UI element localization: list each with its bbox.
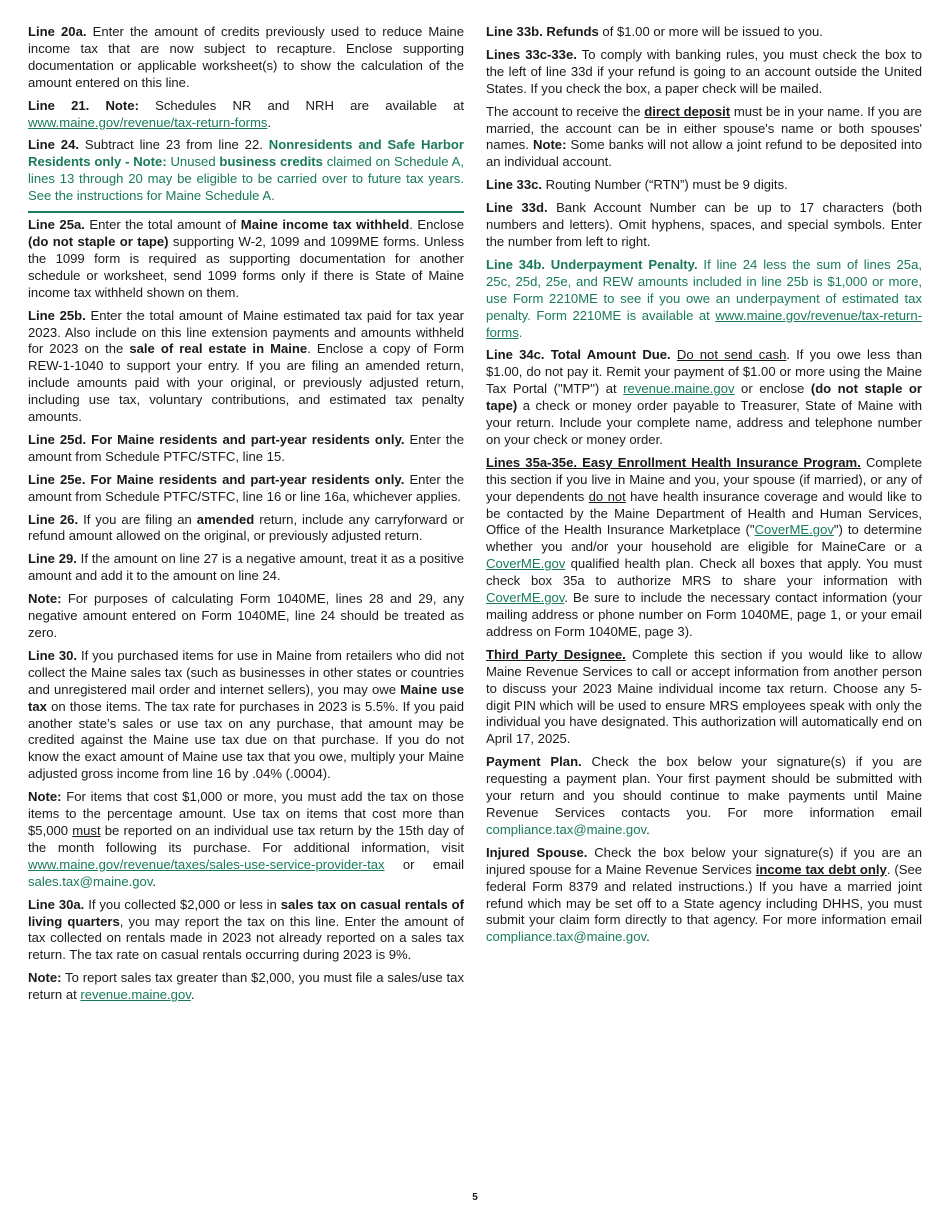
line-25d-paragraph [28,432,464,466]
line-30-paragraph [28,648,464,783]
injured-spouse-bold: income tax debt only [755,861,887,877]
line-29-paragraph [28,551,464,585]
line-30-bold: Maine use tax [28,681,464,714]
deposit-text: The account to receive the [486,103,645,119]
line-24-note-label: Nonresidents and Safe Harbor Residents only - Note: [28,137,464,170]
line-34c-label: Line 34c. Total Amount Due. [486,347,671,363]
note-3-text: To report sales tax greater than $2,000, you must file a sales/use tax return at [28,970,464,1003]
tax-return-forms-link[interactable]: www.maine.gov/revenue/tax-return-forms [28,114,268,130]
payment-plan-text: Check the box below your signature(s) if you are requesting a payment plan. Your first payment should be submitted with your return and you should continue to make payments until Maine Revenue Services contacts you. For more information email [486,754,922,820]
direct-deposit-paragraph [486,104,922,172]
line-30a-text: If you collected $2,000 or less in [84,896,281,912]
line-30a-label: Line 30a. [28,896,85,912]
line-34b-end: . [518,324,523,340]
injured-spouse-paragraph [486,845,922,946]
line-25b-bold: sale of real estate in Maine [129,341,308,357]
third-party-designee-text: Complete this section if you would like to allow Maine Revenue Services to call or accept information from another person to discuss your 2023 Maine individual income tax return. Choose any 5-digit PIN which will be used to ensure MRS employees speak with only the individual you have designated. This authorization will automatically end on April 17, 2025. [486,646,922,747]
right-column [486,24,922,952]
line-25e-label: Line 25e. For Maine residents and part-year residents only. [28,471,405,487]
compliance-email-link-2[interactable]: compliance.tax@maine.gov [486,929,647,945]
injured-spouse-text: Check the box below your signature(s) if you are an injured spouse for a Maine Revenue Services [486,844,922,877]
line-25a-text-3: supporting W-2, 1099 and 1099ME forms. Unless the 1099 form is required as supporting documentation for another schedule or worksheet, send 1099 forms only if there is State of Maine income tax withheld shown on them. [28,233,465,300]
note-2-label: Note: [28,789,62,805]
line-24-green-text: Unused [166,154,220,170]
line-29-text: If the amount on line 27 is a negative amount, treat it as a positive amount and add it to the amount on line 24. [28,551,464,584]
line-30a-text-2: , you may report the tax on this line. Enter the amount of tax collected on rentals made in 2023 not already reported on a sales tax return. The tax rate on casual rentals occurring during 2023 is 9%. [28,913,464,963]
line-25b-label: Line 25b. [28,307,86,323]
coverme-link-2[interactable]: CoverME.gov [486,556,566,572]
line-26-paragraph [28,512,464,546]
line-26-label: Line 26. [28,511,79,527]
injured-spouse-label: Injured Spouse. [486,844,588,860]
third-party-designee-label: Third Party Designee. [486,646,626,662]
line-30-text: If you purchased items for use in Maine from retailers who did not collect the Maine sales tax (such as businesses in other states or countries and unregistered mail order and internet sellers), you may owe [28,647,464,697]
lines-35-label: Lines 35a-35e. Easy Enrollment Health Insurance Program. [486,454,861,470]
lines-35-paragraph [486,455,922,641]
note-3-end: . [190,987,195,1003]
line-25e-text: Enter the amount from Schedule PTFC/STFC, line 16 or line 16a, whichever applies. [28,471,464,504]
direct-deposit-bold: direct deposit [644,103,731,119]
lines-33c-33e-text: To comply with banking rules, you must check the box to the left of line 33d if your refund is going to an account outside the United States. If you check the box, a paper check will be mailed. [486,46,922,96]
line-30a-paragraph [28,897,464,965]
line-34c-text-2: or enclose [734,381,811,397]
line-24-business-credits: business credits [219,154,323,170]
line-34c-text-3: a check or money order payable to Treasurer, State of Maine with your return. Include your complete name, address and telephone number on your check or money order. [486,398,922,447]
note-2-paragraph [28,789,464,890]
line-30-text-2: on those items. The tax rate for purchases in 2023 is 5.5%. If you paid another state’s sales or use tax on any purchase, that amount may be credited against the Maine use tax due on that purchase. If you do not know the exact amount of Maine use tax that you owe, multiply your Maine adjusted gross income from line 16 by .04% (.0004). [28,698,464,782]
line-21-paragraph [28,98,464,132]
line-25b-text: Enter the total amount of Maine estimated tax paid for tax year 2023. Also include on this line extension payments and amounts withheld for 2023 on the [28,307,464,357]
deposit-text-3: Some banks will not allow a joint refund to be deposited into an individual account. [486,137,923,170]
line-33d-text: Bank Account Number can be up to 17 characters (both numbers and letters). Omit hyphens, spaces, and special symbols. Enter the number from left to right. [486,200,922,249]
coverme-link-3[interactable]: CoverME.gov [486,590,565,606]
injured-spouse-text-2: . (See federal Form 8379 and related instructions.) If you have a married joint refund which may be set off to a State agency including DHHS, you must submit your claim form directly to that agency. For more information email [486,861,923,928]
payment-plan-paragraph [486,754,922,839]
lines-33c-33e-paragraph [486,47,922,98]
third-party-designee-paragraph [486,647,922,748]
note-1-label: Note: [28,591,62,607]
line-34c-no-cash: Do not send cash [676,347,787,363]
line-29-label: Line 29. [28,551,77,567]
line-33b-paragraph [486,24,922,41]
line-33c-label: Line 33c. [486,177,543,193]
note-2-text-2: be reported on an individual use tax return by the 15th day of the month following its purchase. For additional information, visit [28,822,465,855]
line-30a-bold: sales tax on casual rentals of living quarters [28,896,464,929]
left-column [28,24,464,1010]
note-3-paragraph [28,970,464,1004]
line-21-text: Schedules NR and NRH are available at [138,97,464,113]
note-2-text-3: or email [384,856,464,872]
note-1-text: For purposes of calculating Form 1040ME, lines 28 and 29, any negative amount entered on Form 1040ME, line 24 should be treated as zero. [28,591,464,640]
compliance-email-link[interactable]: compliance.tax@maine.gov [486,821,647,837]
lines-35-do-not: do not [588,488,626,504]
lines-35-text-3: ") to determine whether you and/or your household are eligible for MaineCare or a [486,522,922,555]
line-33b-label: Line 33b. Refunds [486,24,599,39]
line-24-green-text-2: claimed on Schedule A, lines 13 through 20 may be eligible to be carried over to future tax years. See the instructions for Maine Schedule A. [28,154,464,204]
line-25a-text-2: . Enclose [409,217,464,233]
line-25d-text: Enter the amount from Schedule PTFC/STFC, line 15. [28,431,464,464]
deposit-note-label: Note: [532,137,567,153]
line-25a-label: Line 25a. [28,217,85,233]
line-33d-paragraph [486,200,922,251]
line-20a-paragraph [28,24,464,92]
note-3-label: Note: [28,970,62,986]
sales-use-tax-link[interactable]: www.maine.gov/revenue/taxes/sales-use-service-provider-tax [28,856,385,872]
note-2-text: For items that cost $1,000 or more, you must add the tax on those items to the percentage amount. Use tax on items that cost more than $5,000 [28,789,464,838]
line-34b-text: If line 24 less the sum of lines 25a, 25c, 25d, 25e, and REW amounts included in line 25b is $1,000 or more, use Form 2210ME to see if you owe an underpayment of estimated tax penalty. Form 2210ME is available at [486,256,922,323]
line-25a-paragraph [28,217,464,302]
line-34b-label: Line 34b. Underpayment Penalty. [486,256,698,272]
line-30-label: Line 30. [28,647,78,663]
line-21-end: . [267,114,272,130]
line-34c-text: . If you owe less than $1.00, do not pay it. Remit your payment of $1.00 or more using the Maine Tax Portal ("MTP") at [486,347,922,397]
payment-plan-end: . [646,821,650,837]
line-25b-text-2: . Enclose a copy of Form REW-1-1040 to support your entry. If you are filing an amended return, include amounts paid with your original, or previously adjusted return, including use tax, voluntary contributions, and estimated tax penalty amounts. [28,341,464,425]
line-20a-text: Enter the amount of credits previously used to reduce Maine income tax that are now subject to recapture. Enclose supporting documentation or applicable worksheet(s) to show the calculation of the amount entered on this line. [28,24,464,90]
payment-plan-label: Payment Plan. [486,754,582,770]
line-24-paragraph [28,137,464,205]
note-2-must: must [72,822,101,838]
revenue-maine-link[interactable]: revenue.maine.gov [80,987,191,1003]
page-number: 5 [472,1192,478,1203]
section-divider [28,211,464,213]
line-24-label: Line 24. [28,137,80,153]
maine-tax-portal-link[interactable]: revenue.maine.gov [623,381,735,397]
line-25a-text: Enter the total amount of [84,217,241,233]
line-20a-label: Line 20a. [28,24,87,39]
line-25d-label: Line 25d. For Maine residents and part-year residents only. [28,431,405,447]
lines-35-text: Complete this section if you live in Maine and you, your spouse (if married), or any of your dependents [486,454,922,504]
note-2-end: . [152,873,157,889]
line-26-text-2: return, include any carryforward or refund amount allowed on the original, or previously adjusted return. [28,511,464,544]
line-24-text: Subtract line 23 from line 22. [79,137,269,153]
line-26-bold: amended [196,511,255,527]
line-25a-bold-2: (do not staple or tape) [28,233,169,249]
line-33b-text: of $1.00 or more will be issued to you. [598,24,823,39]
line-34b-paragraph [486,257,922,342]
line-33c-paragraph [486,177,922,194]
line-33d-label: Line 33d. [486,200,548,216]
lines-35-text-5: . Be sure to include the necessary contact information (your mailing address or phone number on Form 1040ME, page 1, or your email address on Form 1040ME, page 3). [486,590,922,639]
form-2210me-link[interactable]: www.maine.gov/revenue/tax-return-forms [486,307,922,340]
line-21-label: Line 21. Note: [28,97,139,113]
lines-35-text-2: have health insurance coverage and would like to be contacted by the Maine Department of Health and Human Services, Office of the Health Insurance Marketplace (" [486,488,922,538]
line-26-text: If you are filing an [78,511,197,527]
lines-33c-33e-label: Lines 33c-33e. [486,46,577,62]
coverme-link-1[interactable]: CoverME.gov [754,522,834,538]
sales-tax-email-link[interactable]: sales.tax@maine.gov [28,873,153,889]
injured-spouse-end: . [646,929,650,945]
lines-35-text-4: qualified health plan. Check all boxes that apply. You must check box 35a to authorize MRS to share your information with [486,556,922,589]
line-33c-text: Routing Number (“RTN”) must be 9 digits. [542,177,788,193]
note-1-paragraph [28,591,464,642]
deposit-text-2: must be in your name. If you are married, the account can be in either spouse's name or both spouses' names. [486,103,922,153]
line-25e-paragraph [28,472,464,506]
line-34c-bold: (do not staple or tape) [486,381,922,414]
line-25b-paragraph [28,308,464,426]
line-25a-bold: Maine income tax withheld [240,217,410,233]
line-34c-paragraph [486,347,922,448]
